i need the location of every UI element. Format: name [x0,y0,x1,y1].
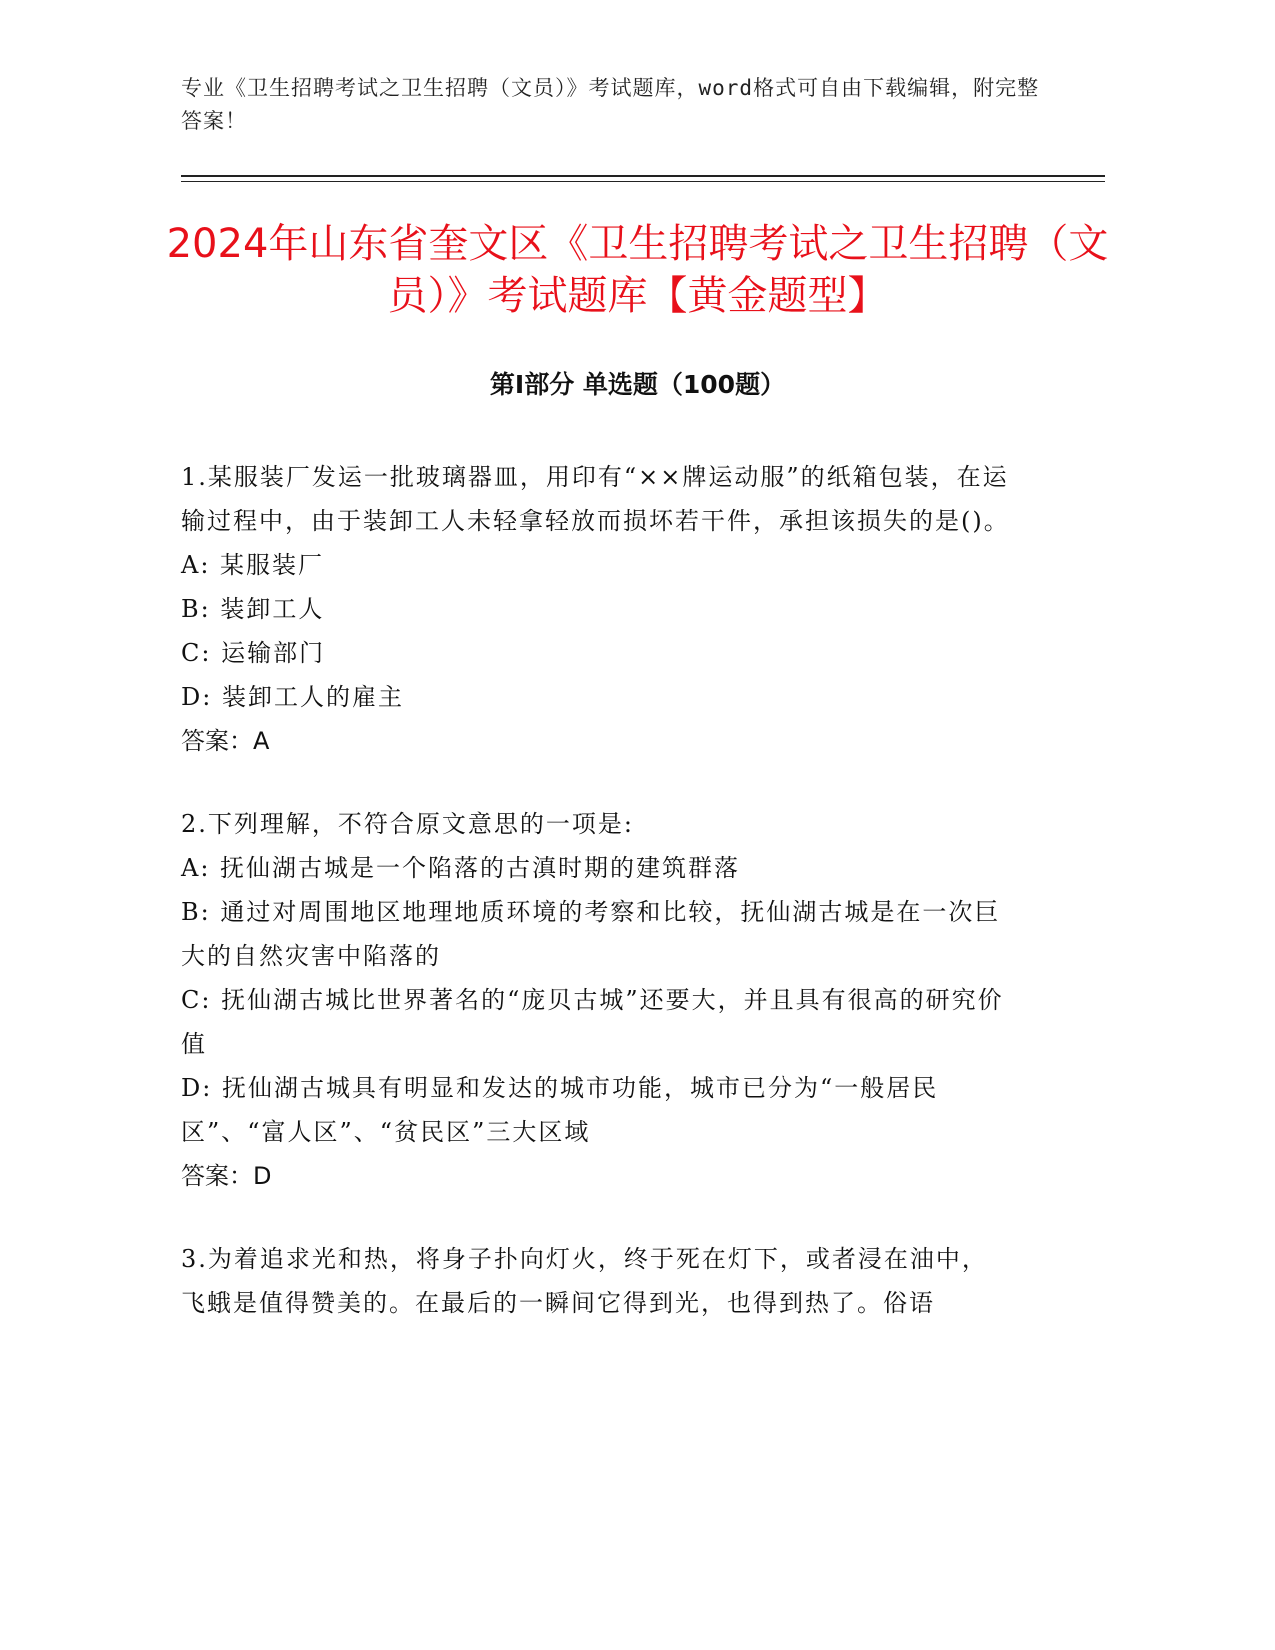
option-c: C: 运输部门 [181,639,326,667]
option-d: D: 装卸工人的雇主 [181,683,404,711]
question-1 [181,455,1031,763]
option-d: D: 抚仙湖古城具有明显和发达的城市功能，城市已分为“一般居民区”、“富人区”、“贫民区”三大区域 [181,1074,939,1146]
option-a: A: 抚仙湖古城是一个陷落的古滇时期的建筑群落 [181,854,741,882]
question-2 [181,802,1031,1198]
option-b: B: 通过对周围地区地理地质环境的考察和比较，抚仙湖古城是在一次巨大的自然灾害中陷落的 [181,898,1001,970]
option-b: B: 装卸工人 [181,595,325,623]
answer: 答案：D [181,1162,272,1190]
header-note: 专业《卫生招聘考试之卫生招聘（文员）》考试题库，word格式可自由下载编辑，附完整答案！ [181,76,1040,133]
document-title: 2024年山东省奎文区《卫生招聘考试之卫生招聘（文员）》考试题库【黄金题型】 [166,221,1109,319]
header-divider-thin [181,181,1105,182]
section-title: 第Ⅰ部分 单选题（100题） [489,370,786,399]
question-stem: 1.某服装厂发运一批玻璃器皿，用印有“××牌运动服”的纸箱包装，在运输过程中，由于装卸工人未轻拿轻放而损坏若干件，承担该损失的是()。 [181,463,1010,535]
question-stem: 2.下列理解，不符合原文意思的一项是: [181,810,634,838]
option-a: A: 某服装厂 [181,551,325,579]
option-c: C: 抚仙湖古城比世界著名的“庞贝古城”还要大，并且具有很高的研究价值 [181,986,1004,1058]
answer: 答案：A [181,727,270,755]
header-divider-thick [181,175,1105,177]
question-3 [181,1237,1031,1325]
question-stem: 3.为着追求光和热，将身子扑向灯火，终于死在灯下，或者浸在油中，飞蛾是值得赞美的。在最后的一瞬间它得到光，也得到热了。俗语 [181,1245,988,1317]
question-list [181,455,1031,1364]
